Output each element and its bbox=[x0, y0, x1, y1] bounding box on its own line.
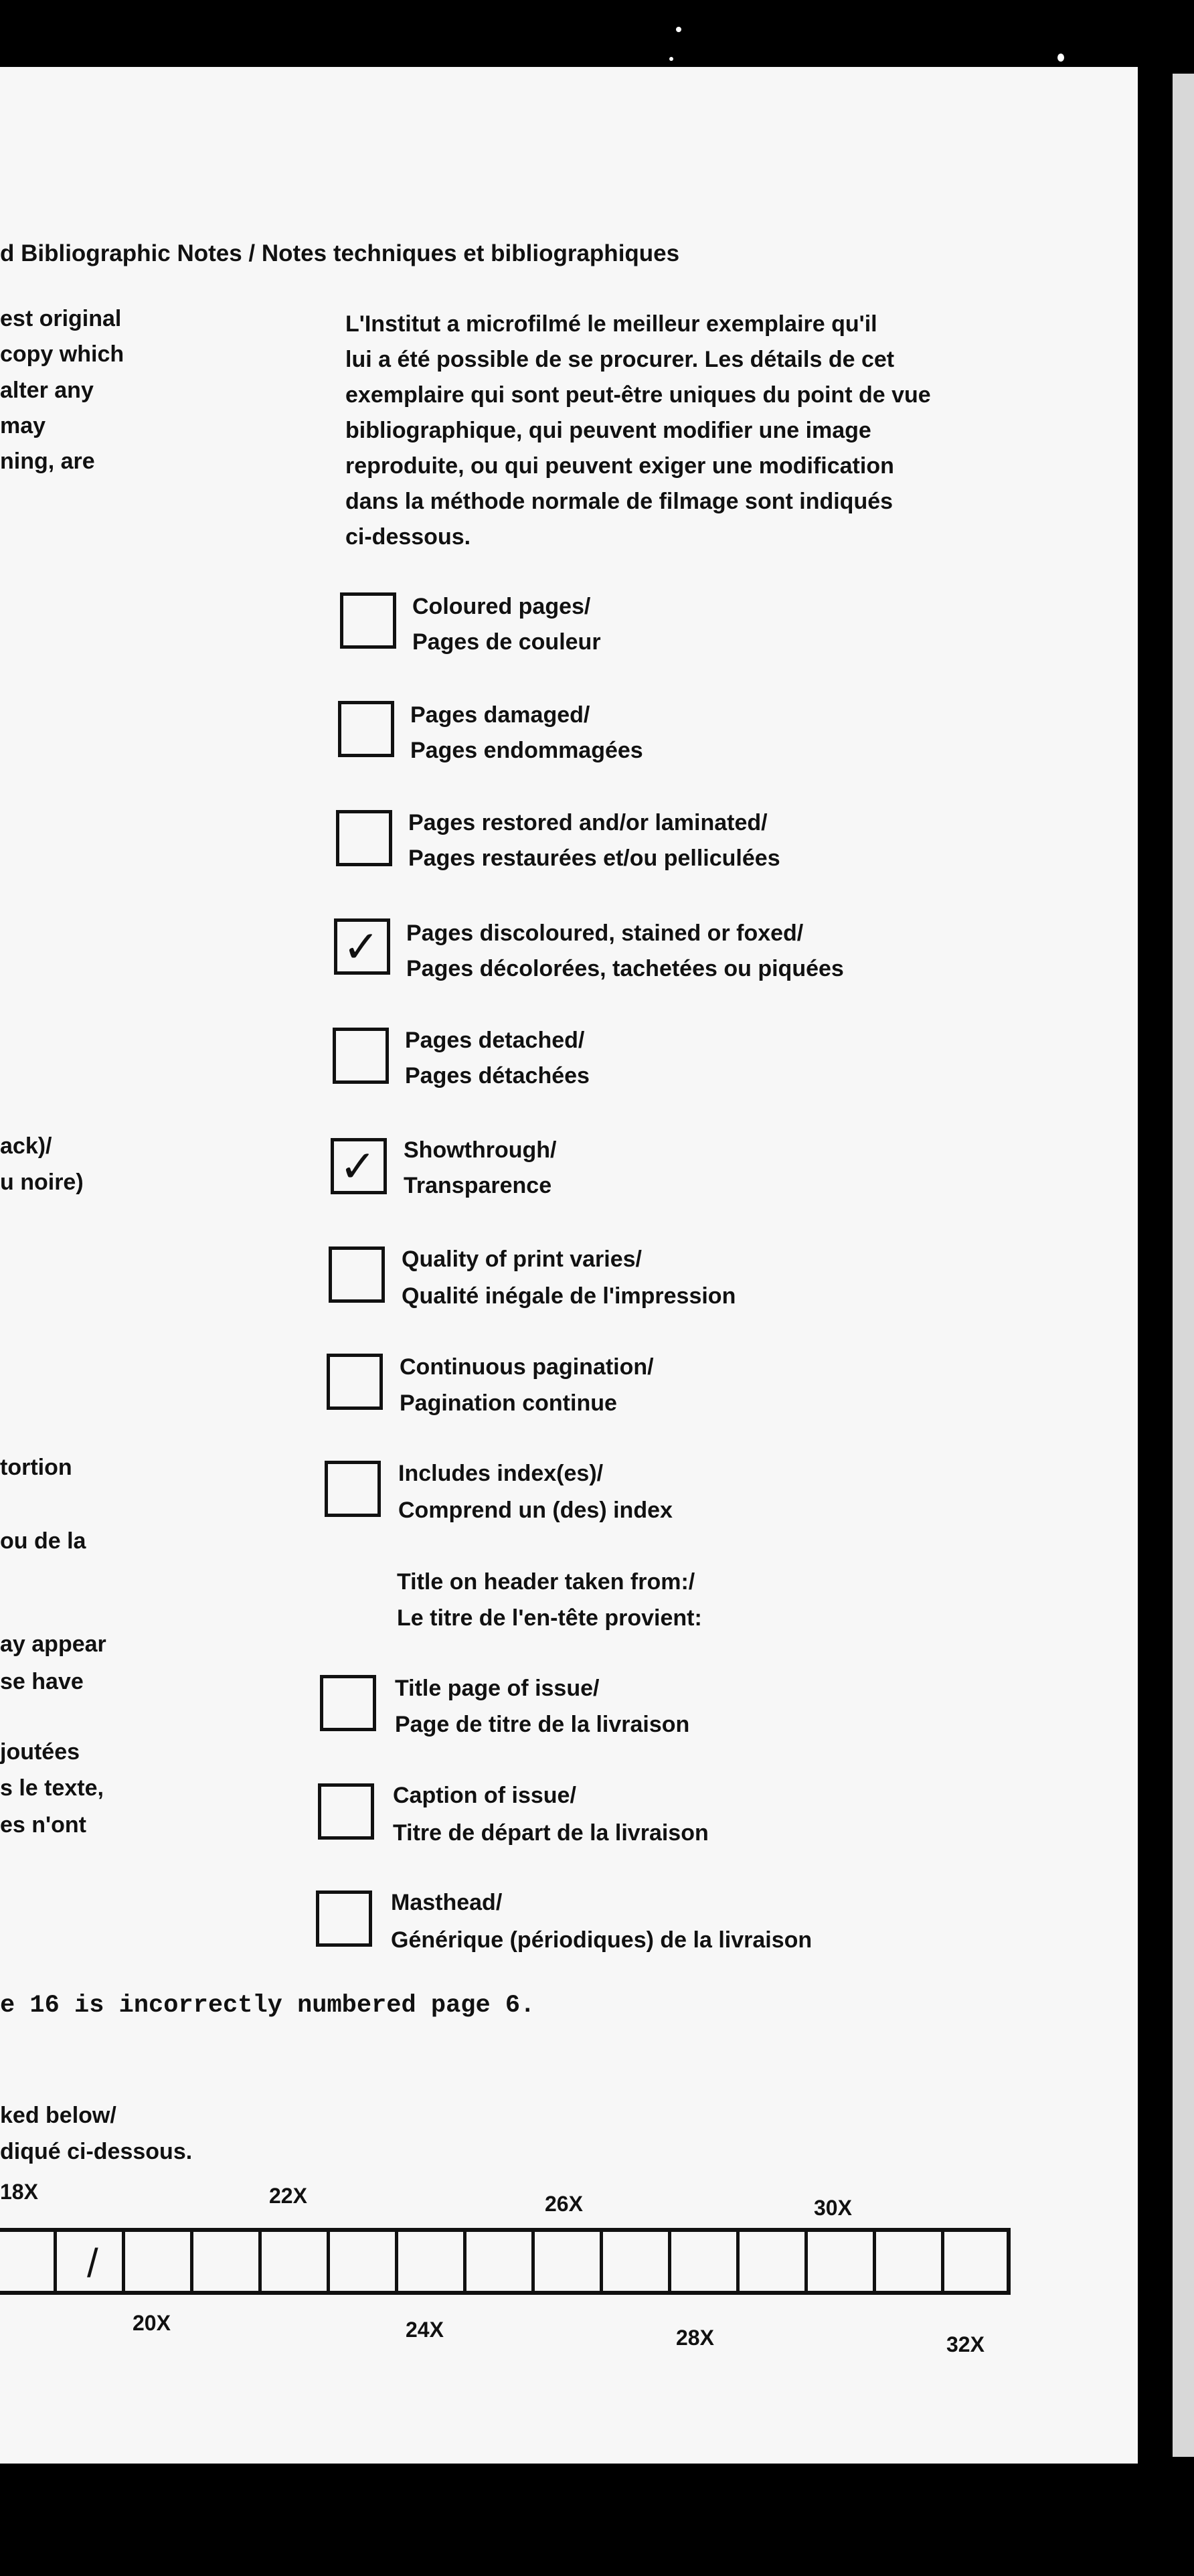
statement-line: L'Institut a microfilmé le meilleur exemplaire qu'il bbox=[345, 311, 877, 337]
check-mark-icon: ✓ bbox=[343, 921, 380, 973]
label-en: Includes index(es)/ bbox=[398, 1461, 604, 1486]
scale-cell[interactable] bbox=[463, 2232, 466, 2291]
label-en: Pages discoloured, stained or foxed/ bbox=[406, 920, 804, 946]
scale-label: 30X bbox=[814, 2196, 852, 2220]
scale-label: 22X bbox=[269, 2184, 307, 2208]
checkbox-pages-discoloured[interactable] bbox=[334, 918, 390, 975]
label-en: Pages damaged/ bbox=[410, 702, 590, 728]
left-fragment: es n'ont bbox=[0, 1812, 86, 1838]
scale-cell[interactable] bbox=[122, 2232, 125, 2291]
checkbox-print-quality[interactable] bbox=[329, 1246, 385, 1303]
label-en: Quality of print varies/ bbox=[402, 1246, 642, 1272]
checkbox-showthrough[interactable] bbox=[331, 1138, 387, 1194]
statement-line: ci-dessous. bbox=[345, 524, 471, 550]
statement-line: reproduite, ou qui peuvent exiger une modification bbox=[345, 453, 894, 479]
label-fr: Transparence bbox=[404, 1173, 552, 1198]
adjacent-page-edge bbox=[1173, 74, 1194, 2457]
left-fragment: s le texte, bbox=[0, 1775, 104, 1801]
scale-cell[interactable] bbox=[327, 2232, 330, 2291]
scale-cell[interactable] bbox=[531, 2232, 535, 2291]
label-en: Coloured pages/ bbox=[412, 594, 591, 619]
label-fr: Qualité inégale de l'impression bbox=[402, 1283, 736, 1309]
checkbox-pages-damaged[interactable] bbox=[338, 701, 394, 757]
scale-cell[interactable] bbox=[54, 2232, 57, 2291]
scale-label: 26X bbox=[545, 2192, 583, 2216]
scale-label: 24X bbox=[406, 2318, 444, 2342]
scale-cell[interactable] bbox=[873, 2232, 876, 2291]
check-mark-icon: ✓ bbox=[339, 1141, 377, 1192]
label-en: Masthead/ bbox=[391, 1890, 503, 1915]
scale-label: 18X bbox=[0, 2180, 38, 2204]
scale-label: 32X bbox=[946, 2332, 985, 2356]
left-fragment: ack)/ bbox=[0, 1133, 52, 1159]
checkbox-pages-restored[interactable] bbox=[336, 810, 392, 866]
checkbox-coloured-pages[interactable] bbox=[340, 592, 396, 649]
statement-line: dans la méthode normale de filmage sont indiqués bbox=[345, 489, 893, 514]
left-fragment: ning, are bbox=[0, 449, 95, 474]
label-fr: Pages détachées bbox=[405, 1063, 590, 1089]
header-source-en: Title on header taken from:/ bbox=[397, 1569, 695, 1595]
scale-cell[interactable] bbox=[600, 2232, 603, 2291]
label-fr: Générique (périodiques) de la livraison bbox=[391, 1927, 813, 1953]
label-fr: Pages décolorées, tachetées ou piquées bbox=[406, 956, 844, 981]
label-en: Pages restored and/or laminated/ bbox=[408, 810, 768, 835]
label-en: Caption of issue/ bbox=[393, 1783, 576, 1808]
checkbox-includes-index[interactable] bbox=[325, 1461, 381, 1517]
left-fragment: u noire) bbox=[0, 1170, 84, 1195]
statement-line: bibliographique, qui peuvent modifier une image bbox=[345, 418, 871, 443]
reduction-scale-strip bbox=[0, 2228, 1011, 2295]
checkbox-masthead[interactable] bbox=[316, 1890, 372, 1947]
left-fragment: tortion bbox=[0, 1455, 72, 1480]
label-fr: Page de titre de la livraison bbox=[395, 1712, 690, 1737]
reduction-line: diqué ci-dessous. bbox=[0, 2139, 193, 2164]
section-heading: d Bibliographic Notes / Notes techniques et bibliographiques bbox=[0, 240, 680, 266]
film-speck bbox=[1057, 54, 1064, 62]
statement-line: lui a été possible de se procurer. Les détails de cet bbox=[345, 347, 895, 372]
checkbox-caption[interactable] bbox=[318, 1783, 374, 1840]
left-fragment: joutées bbox=[0, 1739, 80, 1765]
statement-line: exemplaire qui sont peut-être uniques du point de vue bbox=[345, 382, 931, 408]
scale-cell[interactable] bbox=[395, 2232, 398, 2291]
selected-reduction-mark: / bbox=[87, 2241, 98, 2285]
scale-cell[interactable] bbox=[190, 2232, 193, 2291]
label-fr: Pages endommagées bbox=[410, 738, 643, 763]
header-source-fr: Le titre de l'en-tête provient: bbox=[397, 1605, 702, 1631]
checkbox-title-page[interactable] bbox=[320, 1675, 376, 1731]
scale-label: 28X bbox=[676, 2326, 714, 2350]
scale-label: 20X bbox=[133, 2311, 171, 2335]
label-fr: Titre de départ de la livraison bbox=[393, 1820, 709, 1846]
scale-cell[interactable] bbox=[668, 2232, 671, 2291]
left-fragment: alter any bbox=[0, 378, 94, 403]
label-fr: Comprend un (des) index bbox=[398, 1498, 673, 1523]
scale-cell[interactable] bbox=[258, 2232, 262, 2291]
left-fragment: ou de la bbox=[0, 1528, 86, 1554]
label-fr: Pages restaurées et/ou pelliculées bbox=[408, 846, 780, 871]
label-fr: Pages de couleur bbox=[412, 629, 601, 655]
institute-statement bbox=[345, 307, 931, 555]
scale-cell[interactable] bbox=[736, 2232, 740, 2291]
typed-note: e 16 is incorrectly numbered page 6. bbox=[0, 1992, 535, 2020]
label-en: Pages detached/ bbox=[405, 1028, 585, 1053]
film-speck bbox=[669, 57, 673, 61]
left-fragment: se have bbox=[0, 1669, 84, 1694]
left-fragment: copy which bbox=[0, 341, 124, 367]
left-fragment: ay appear bbox=[0, 1631, 106, 1657]
label-en: Showthrough/ bbox=[404, 1137, 557, 1163]
label-fr: Pagination continue bbox=[400, 1390, 617, 1416]
checkbox-continuous-pagination[interactable] bbox=[327, 1354, 383, 1410]
reduction-line: ked below/ bbox=[0, 2103, 116, 2128]
checkbox-pages-detached[interactable] bbox=[333, 1028, 389, 1084]
film-speck bbox=[676, 27, 681, 32]
label-en: Title page of issue/ bbox=[395, 1676, 600, 1701]
scale-cell[interactable] bbox=[804, 2232, 808, 2291]
left-fragment: may bbox=[0, 413, 46, 438]
left-fragment: est original bbox=[0, 306, 122, 331]
scale-cell[interactable] bbox=[941, 2232, 944, 2291]
label-en: Continuous pagination/ bbox=[400, 1354, 654, 1380]
